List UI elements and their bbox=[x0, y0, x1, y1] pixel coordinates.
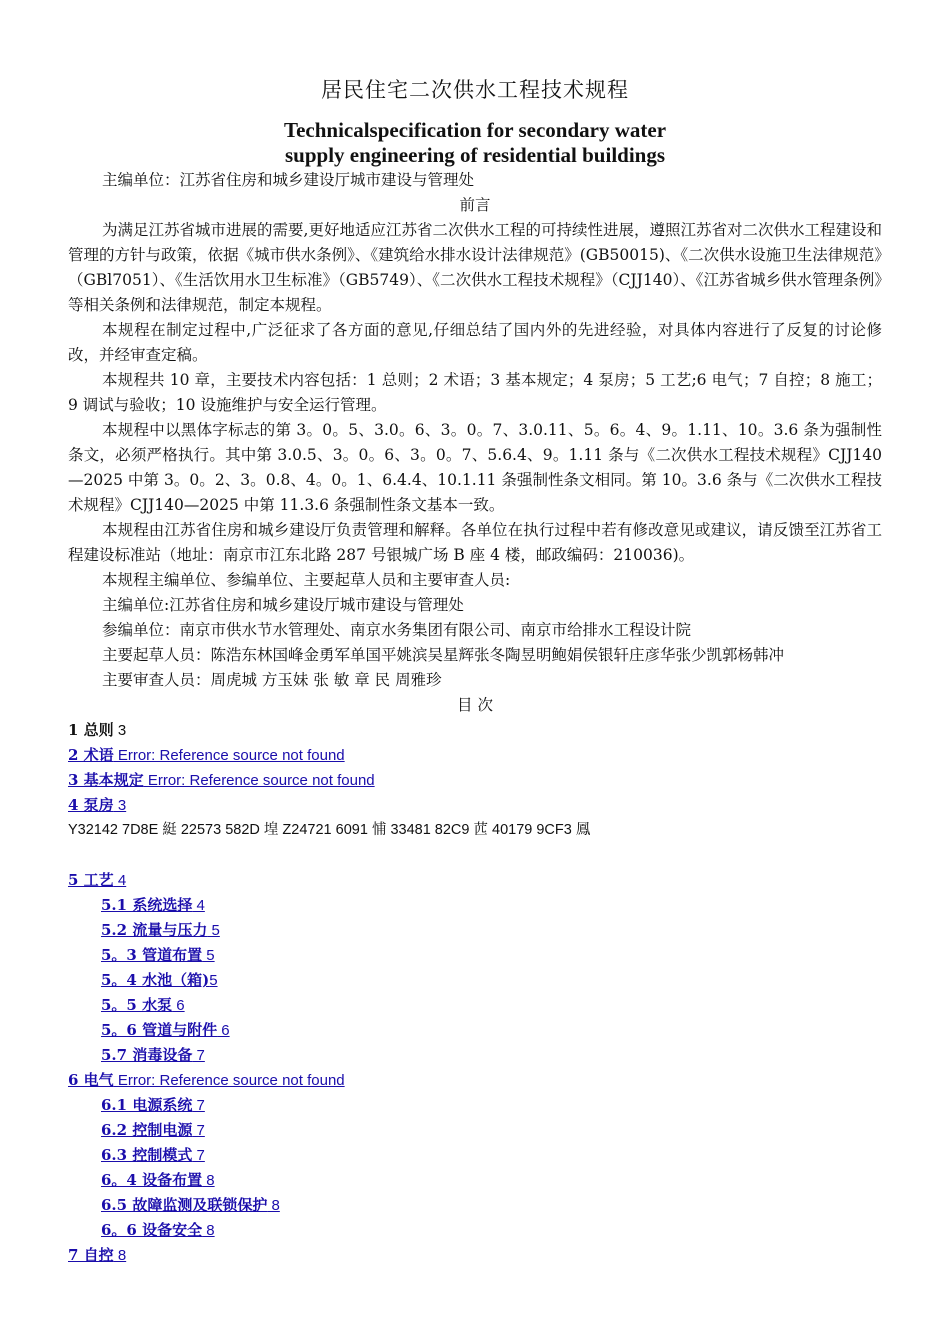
toc-entry-page: 7 bbox=[192, 1097, 205, 1114]
toc-entry bbox=[68, 718, 882, 743]
toc-entry-title: 7 自控 bbox=[68, 1246, 114, 1264]
toc-entry-page: 7 bbox=[192, 1047, 205, 1064]
toc-link[interactable] bbox=[101, 1046, 205, 1064]
document-title-cn: 居民住宅二次供水工程技术规程 bbox=[321, 78, 629, 102]
toc-link[interactable] bbox=[101, 1021, 230, 1039]
toc-entry-title: 5。4 水池（箱) bbox=[101, 971, 210, 989]
toc-link[interactable] bbox=[101, 1121, 205, 1139]
toc-entry bbox=[68, 1118, 882, 1143]
toc-link[interactable] bbox=[101, 1221, 215, 1239]
toc-entry-title: 4 泵房 bbox=[68, 796, 114, 814]
toc-entry-title: 5。6 管道与附件 bbox=[101, 1021, 218, 1039]
foreword-heading: 前言 bbox=[459, 196, 491, 214]
toc-entry-title: 6.2 控制电源 bbox=[101, 1121, 193, 1139]
toc-entry-title: 1 总则 bbox=[68, 721, 114, 739]
toc-entry-title: 2 术语 bbox=[68, 746, 114, 764]
toc-entry-page: Error: Reference source not found bbox=[113, 1072, 345, 1089]
toc-entry-page: 4 bbox=[192, 897, 205, 914]
toc-entry-page: 8 bbox=[113, 1247, 127, 1264]
toc-entry-title: 5.7 消毒设备 bbox=[101, 1046, 193, 1064]
foreword-paragraph-2: 本规程在制定过程中,广泛征求了各方面的意见,仔细总结了国内外的先进经验，对具体内容进行了反复的讨论修改，并经审查定稿。 bbox=[68, 321, 882, 364]
toc-entry-page: Error: Reference source not found bbox=[143, 772, 375, 789]
toc-entry-title: 5.1 系统选择 bbox=[101, 896, 193, 914]
toc-entry bbox=[68, 1043, 882, 1068]
toc-entry-page: 5 bbox=[209, 972, 218, 989]
toc-entry-title: 6。4 设备布置 bbox=[101, 1171, 203, 1189]
toc-entry bbox=[68, 993, 882, 1018]
toc-entry-title: 6.3 控制模式 bbox=[101, 1146, 193, 1164]
toc-entry-page: 7 bbox=[192, 1122, 205, 1139]
reviewers-list: 主要审查人员：周虎城 方玉妹 张 敏 章 民 周雅珍 bbox=[102, 671, 442, 689]
toc-link[interactable] bbox=[101, 921, 220, 939]
toc-entry-page: 6 bbox=[217, 1022, 230, 1039]
toc-heading: 目 次 bbox=[457, 696, 493, 714]
foreword-paragraph-6: 本规程主编单位、参编单位、主要起草人员和主要审查人员: bbox=[102, 571, 511, 589]
toc-entry-page: 8 bbox=[202, 1222, 215, 1239]
toc-continued bbox=[68, 868, 882, 1268]
toc-entry-title: 6。6 设备安全 bbox=[101, 1221, 203, 1239]
foreword-paragraph-1: 为满足江苏省城市进展的需要,更好地适应江苏省二次供水工程的可持续性进展，遵照江苏省对二次供水工程建设和管理的方针与政策，依据《城市供水条例》、《建筑给水排水设计法律规范》(GB50015)、《二次供水设施卫生法律规范》（GBl7051）、《生活饮用水卫生标准》（GB5749）、《二次供水工程技术规程》（CJJ140）、《江苏省城乡供水管理条例》等相关条例和法律规范，制定本规程。 bbox=[68, 221, 882, 314]
toc-entry-page: 4 bbox=[113, 872, 127, 889]
toc-link[interactable] bbox=[101, 1096, 205, 1114]
toc-entry bbox=[68, 768, 882, 793]
chief-unit-detail: 主编单位:江苏省住房和城乡建设厅城市建设与管理处 bbox=[102, 596, 464, 614]
toc-link[interactable] bbox=[101, 996, 185, 1014]
toc-entry-title: 6.1 电源系统 bbox=[101, 1096, 193, 1114]
document-title-en-line1: Technicalspecification for secondary water bbox=[283, 118, 667, 142]
toc-entry-page: 7 bbox=[192, 1147, 205, 1164]
toc-link[interactable] bbox=[101, 896, 205, 914]
toc-entry bbox=[68, 1193, 882, 1218]
toc-entry bbox=[68, 1068, 882, 1093]
foreword-paragraph-3: 本规程共 10 章，主要技术内容包括：1 总则；2 术语；3 基本规定；4 泵房；5 工艺;6 电气；7 自控；8 施工；9 调试与验收；10 设施维护与安全运行管理。 bbox=[68, 371, 882, 414]
table-of-contents bbox=[68, 718, 882, 1268]
toc-entry-title: 5 工艺 bbox=[68, 871, 114, 889]
toc-link[interactable] bbox=[101, 946, 215, 964]
toc-link[interactable] bbox=[101, 1196, 280, 1214]
toc-link[interactable] bbox=[68, 871, 126, 889]
toc-entry-title: 5。3 管道布置 bbox=[101, 946, 203, 964]
toc-entry bbox=[68, 1243, 882, 1268]
toc-entry-page: 5 bbox=[202, 947, 215, 964]
toc-entry bbox=[68, 893, 882, 918]
toc-entry-page: 8 bbox=[202, 1172, 215, 1189]
toc-entry-page: 5 bbox=[207, 922, 220, 939]
foreword-paragraph-5: 本规程由江苏省住房和城乡建设厅负责管理和解释。各单位在执行过程中若有修改意见或建议，请反馈至江苏省工程建设标准站（地址：南京市江东北路 287 号银城广场 B 座 4 楼，邮政编码：210036)。 bbox=[68, 521, 882, 564]
toc-entry-title: 5。5 水泵 bbox=[101, 996, 173, 1014]
toc-link[interactable] bbox=[101, 971, 218, 989]
toc-entry-page: Error: Reference source not found bbox=[113, 747, 345, 764]
toc-link[interactable] bbox=[68, 1071, 345, 1089]
toc-entry-title: 6.5 故障监测及联锁保护 bbox=[101, 1196, 268, 1214]
toc-link-basic-rules[interactable] bbox=[68, 771, 375, 789]
toc-link[interactable] bbox=[101, 1171, 215, 1189]
toc-entry bbox=[68, 868, 882, 893]
drafters-list: 主要起草人员：陈浩东林国峰金勇军单国平姚滨吴星辉张冬陶昱明鲍娟侯银轩庄彦华张少凯郭杨韩冲 bbox=[102, 646, 785, 664]
toc-entry-title: 3 基本规定 bbox=[68, 771, 144, 789]
toc-entry bbox=[68, 793, 882, 818]
toc-entry-page: 8 bbox=[267, 1197, 280, 1214]
toc-entry bbox=[68, 1218, 882, 1243]
toc-entry bbox=[68, 918, 882, 943]
toc-entry bbox=[68, 1143, 882, 1168]
toc-entry-page: 6 bbox=[172, 997, 185, 1014]
toc-entry bbox=[68, 743, 882, 768]
toc-link[interactable] bbox=[68, 1246, 126, 1264]
toc-entry-title: 5.2 流量与压力 bbox=[101, 921, 208, 939]
toc-entry bbox=[68, 1018, 882, 1043]
toc-link-terms[interactable] bbox=[68, 746, 345, 764]
document-title-en-line2: supply engineering of residential buildings bbox=[284, 143, 666, 167]
toc-link[interactable] bbox=[101, 1146, 205, 1164]
toc-entry bbox=[68, 968, 882, 993]
toc-entry bbox=[68, 1168, 882, 1193]
spacer bbox=[68, 843, 882, 868]
encoding-noise-line: Y32142 7D8E 綎 22573 582D 堭 Z24721 6091 悑 33481 82C9 苉 40179 9CF3 鳳 bbox=[68, 822, 591, 838]
toc-entry-title: 6 电气 bbox=[68, 1071, 114, 1089]
toc-link-pump-room[interactable] bbox=[68, 796, 126, 814]
toc-entry bbox=[68, 1093, 882, 1118]
toc-entry-page: 3 bbox=[113, 722, 127, 739]
toc-entry bbox=[68, 943, 882, 968]
chief-unit-line: 主编单位：江苏省住房和城乡建设厅城市建设与管理处 bbox=[102, 171, 475, 189]
toc-entry-page: 3 bbox=[113, 797, 127, 814]
participating-units: 参编单位：南京市供水节水管理处、南京水务集团有限公司、南京市给排水工程设计院 bbox=[102, 621, 692, 639]
foreword-paragraph-4: 本规程中以黑体字标志的第 3。0。5、3.0。6、3。0。7、3.0.11、5。6。4、9。1.11、10。3.6 条为强制性条文，必须严格执行。其中第 3.0.5、3。0。6、3。0。7、5.6.4、9。1.11 条与《二次供水工程技术规程》CJJ140—2025 中第 3。0。2、3。0.8、4。0。1、6.4.4、10.1.11 条强制性条文相同。第 10。3.6 条与《二次供水工程技术规程》CJJ140—2025 中第 11.3.6 条强制性条文基本一致。 bbox=[68, 421, 882, 514]
